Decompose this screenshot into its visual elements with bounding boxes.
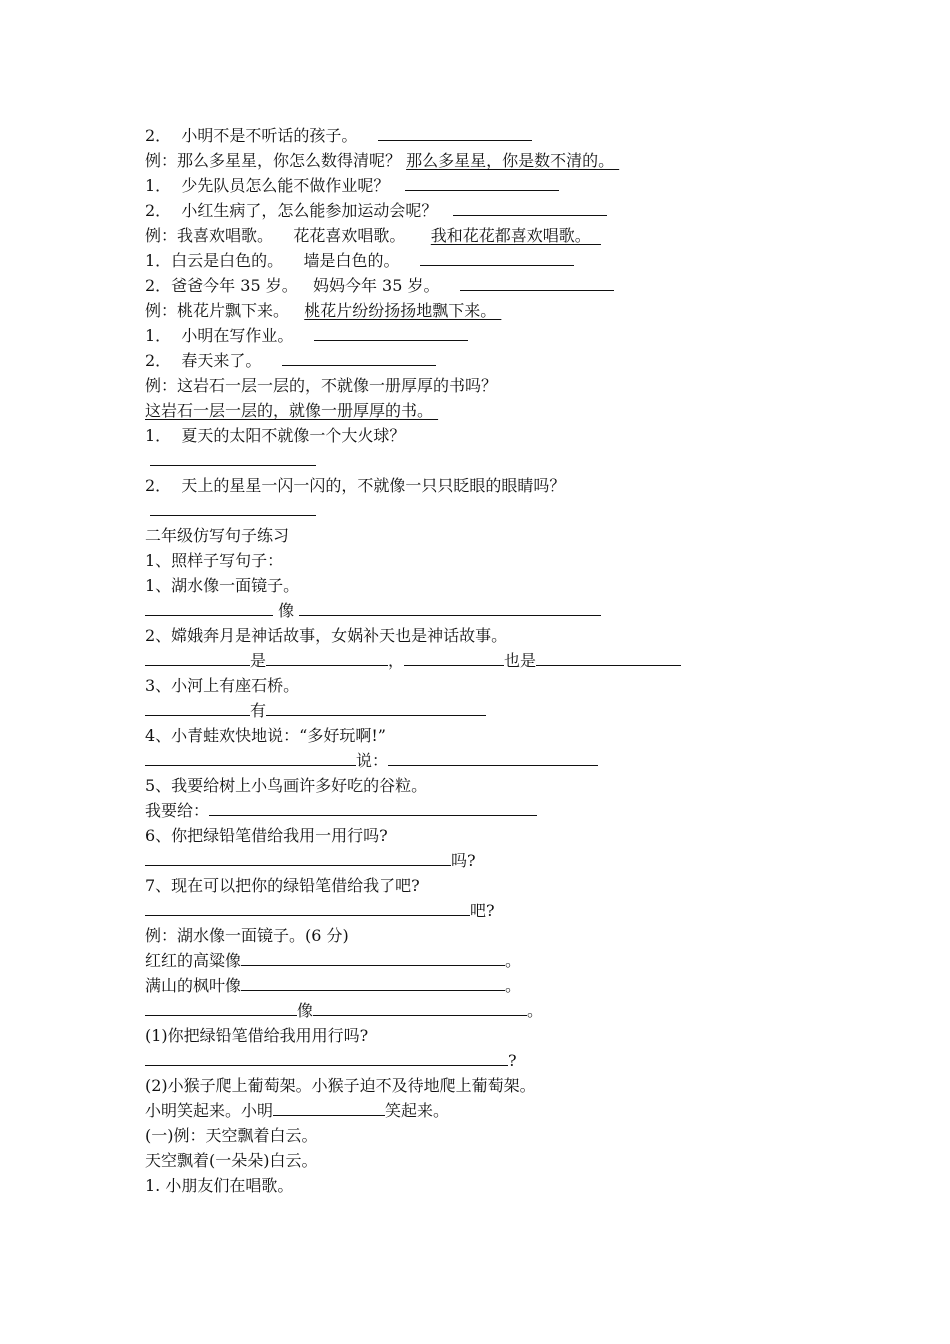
exercise-line [145,723,845,748]
answer-blank[interactable] [266,698,486,716]
line-text: 二年级仿写句子练习 [145,526,290,545]
exercise-line [145,273,845,298]
answer-blank[interactable] [282,348,436,366]
answer-line [145,648,845,673]
exercise-line [145,473,845,498]
answer-blank[interactable] [145,998,297,1016]
answer-blank[interactable] [314,323,468,341]
example-line [145,1148,845,1173]
example-line [145,223,845,248]
line-text: 也是 [504,651,537,670]
exercise-line [145,248,845,273]
line-text: 小明笑起来。小明 [145,1101,274,1120]
answer-blank[interactable] [145,848,451,866]
example-line [145,148,845,173]
answer-line [145,698,845,723]
line-text: 例：那么多星星，你怎么数得清呢？ [145,151,407,170]
example-line [145,298,845,323]
line-text: 2、嫦娥奔月是神话故事，女娲补天也是神话故事。 [145,626,508,645]
exercise-line [145,673,845,698]
line-text: 像 [273,601,300,620]
line-text: 1．白云是白色的。 墙是白色的。 [145,251,420,270]
answer-blank[interactable] [273,1098,385,1116]
answer-blank[interactable] [241,948,505,966]
example-answer: 桃花片纷纷扬扬地飘下来。 [304,301,502,320]
answer-blank[interactable] [150,448,316,466]
exercise-line [145,423,845,448]
exercise-line [145,773,845,798]
answer-blank[interactable] [404,648,504,666]
exercise-line [145,123,845,148]
answer-blank[interactable] [150,498,316,516]
answer-blank[interactable] [299,598,601,616]
line-text: 有 [250,701,267,720]
answer-blank[interactable] [453,198,607,216]
answer-line [145,973,845,998]
answer-blank[interactable] [405,173,559,191]
line-text: 1． 夏天的太阳不就像一个大火球？ [145,426,406,445]
answer-line [145,898,845,923]
line-text: 4、小青蛙欢快地说：“多好玩啊!” [145,726,386,745]
line-text: 天空飘着(一朵朵)白云。 [145,1151,318,1170]
exercise-line [145,323,845,348]
exercise-line [145,1023,845,1048]
line-text: 1、照样子写句子： [145,551,284,570]
example-answer: 我和花花都喜欢唱歌。 [430,226,601,245]
example-line [145,373,845,398]
answer-blank[interactable] [313,998,527,1016]
line-text: (一)例：天空飘着白云。 [145,1126,318,1145]
line-text: 2． 天上的星星一闪一闪的，不就像一只只眨眼的眼睛吗？ [145,476,566,495]
line-text: 笑起来。 [385,1101,450,1120]
answer-blank[interactable] [388,748,598,766]
exercise-line [145,173,845,198]
line-text: 2． 春天来了。 [145,351,282,370]
answer-blank[interactable] [241,973,505,991]
line-text: 我要给： [145,801,210,820]
document-body [145,123,845,1198]
line-text: 1、湖水像一面镜子。 [145,576,300,595]
answer-line [145,948,845,973]
line-text: 5、我要给树上小鸟画许多好吃的谷粒。 [145,776,428,795]
answer-line [145,798,845,823]
line-text: 2． 小红生病了，怎么能参加运动会呢？ [145,201,453,220]
line-text: 2． 小明不是不听话的孩子。 [145,126,378,145]
answer-blank[interactable] [145,1048,508,1066]
example-line [145,923,845,948]
line-text: 满山的枫叶像 [145,976,242,995]
line-text: 说： [356,751,389,770]
example-line [145,1123,845,1148]
answer-blank[interactable] [420,248,574,266]
example-answer-line [145,398,845,423]
line-text: ? [508,1051,517,1070]
exercise-line [145,873,845,898]
line-text: 1. 小朋友们在唱歌。 [145,1176,294,1195]
line-text: 1． 少先队员怎么能不做作业呢？ [145,176,405,195]
answer-blank[interactable] [145,898,470,916]
line-text: 例：这岩石一层一层的，不就像一册厚厚的书吗？ [145,376,498,395]
answer-line [145,1098,845,1123]
example-answer: 这岩石一层一层的，就像一册厚厚的书。 [145,401,439,420]
line-text: 。 [505,976,522,995]
line-text: 2．爸爸今年 35 岁。 妈妈今年 35 岁。 [145,276,460,295]
answer-line [145,448,845,473]
exercise-line [145,823,845,848]
line-text: ， [388,651,405,670]
line-text: 是 [250,651,267,670]
answer-blank[interactable] [145,598,273,616]
answer-line [145,598,845,623]
instruction-line [145,548,845,573]
line-text: (2)小猴子爬上葡萄架。小猴子迫不及待地爬上葡萄架。 [145,1076,536,1095]
answer-line [145,1048,845,1073]
answer-blank[interactable] [378,123,532,141]
line-text: 例：我喜欢唱歌。 花花喜欢唱歌。 [145,226,431,245]
answer-blank[interactable] [145,748,356,766]
line-text: (1)你把绿铅笔借给我用用行吗? [145,1026,369,1045]
line-text: 6、你把绿铅笔借给我用一用行吗? [145,826,388,845]
line-text: 吗? [451,851,476,870]
line-text: 1． 小明在写作业。 [145,326,314,345]
section-title [145,523,845,548]
answer-blank[interactable] [536,648,681,666]
answer-blank[interactable] [145,698,250,716]
answer-blank[interactable] [209,798,537,816]
line-text: 红红的高粱像 [145,951,242,970]
line-text: 例：湖水像一面镜子。(6 分) [145,926,349,945]
line-text: 。 [505,951,522,970]
line-text: 7、现在可以把你的绿铅笔借给我了吧? [145,876,420,895]
exercise-line [145,573,845,598]
exercise-line [145,1173,845,1198]
exercise-line [145,1073,845,1098]
line-text: 。 [527,1001,544,1020]
answer-blank[interactable] [460,273,614,291]
exercise-line [145,198,845,223]
exercise-line [145,348,845,373]
answer-blank[interactable] [145,648,250,666]
example-answer: 那么多星星，你是数不清的。 [406,151,620,170]
line-text: 例：桃花片飘下来。 [145,301,305,320]
answer-blank[interactable] [266,648,388,666]
answer-line [145,498,845,523]
answer-line [145,998,845,1023]
line-text: 3、小河上有座石桥。 [145,676,300,695]
line-text: 吧? [470,901,495,920]
answer-line [145,748,845,773]
line-text: 像 [297,1001,314,1020]
exercise-line [145,623,845,648]
answer-line [145,848,845,873]
